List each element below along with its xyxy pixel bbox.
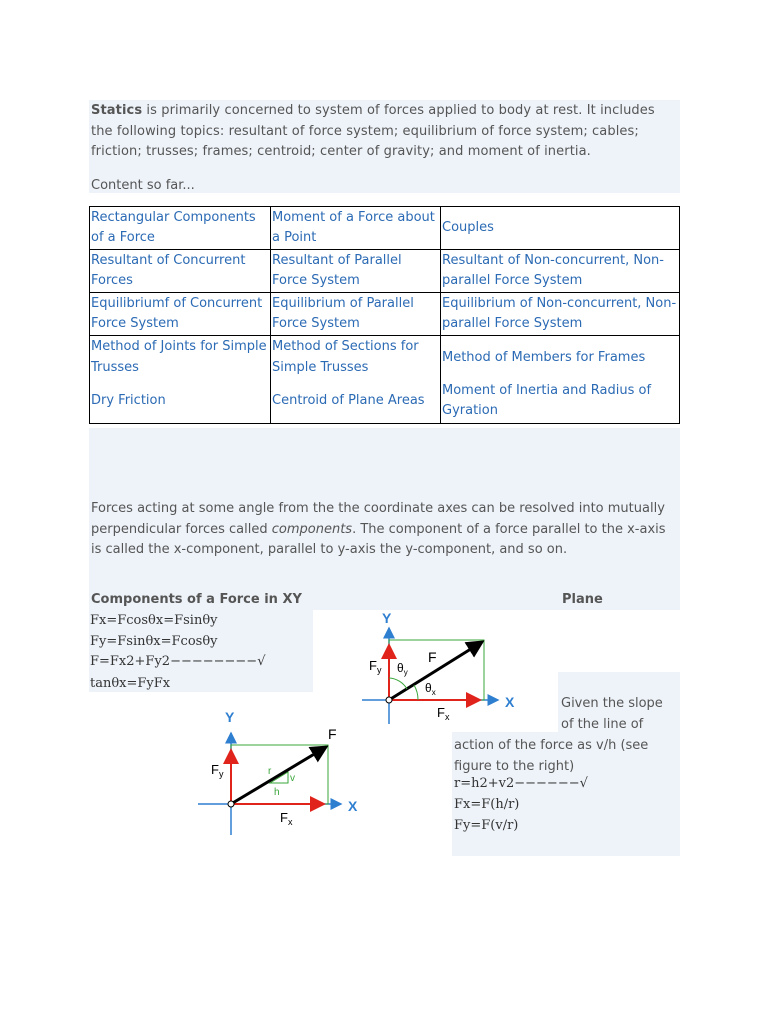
theta-y-label [397, 661, 408, 677]
y-axis-label: Y [382, 610, 392, 626]
fx-main: F [437, 705, 445, 720]
fy-main: F [369, 658, 377, 673]
forces-paragraph [91, 499, 679, 561]
forces-text-a: Forces acting at some angle from the the coordinate axes can be resolved into mutually perpendicular forces called [91, 501, 665, 537]
intro-text: is primarily concerned to system of forces applied to body at rest. It includes the following topics: resultant of force system; equilibrium of force system; cables; friction; trusses; frames; centroid; center of gravity; and moment of inertia. [91, 103, 655, 159]
fx-sub: x [444, 712, 450, 722]
slope-formula-fx: Fx=F(h/r) [454, 797, 520, 812]
plane-panel-lower [558, 672, 680, 692]
formula-fx: Fx=Fcosθx=Fsinθy [90, 613, 218, 628]
formula-f: F=Fx2+Fy2−−−−−−−−√ [90, 654, 266, 669]
slope-formula-r: r=h2+v2−−−−−−√ [454, 776, 588, 791]
topic-link[interactable]: Centroid of Plane Areas [271, 380, 441, 424]
fx-main: F [280, 810, 288, 825]
fx-label [280, 810, 293, 827]
topic-link[interactable]: Moment of a Force about a Point [271, 207, 441, 250]
origin-point [228, 801, 234, 807]
fy-main: F [211, 762, 219, 777]
r-label: r [268, 766, 272, 777]
theta-y-arc [389, 678, 407, 689]
x-axis-label: X [505, 694, 515, 710]
slope-text-b: action of the force as v/h (see figure to the right) [454, 738, 649, 774]
content-so-far: Content so far... [91, 178, 195, 193]
topics-table [89, 206, 680, 424]
forces-emphasis: components [271, 521, 353, 537]
theta-x-sub: x [431, 688, 436, 697]
fy-label [369, 658, 382, 675]
topic-link[interactable]: Equilibrium of Non-concurrent, Non-parallel Force System [441, 293, 680, 336]
theta-x-arc [414, 685, 418, 700]
topic-link[interactable]: Method of Sections for Simple Trusses [271, 336, 441, 380]
plane-title: Plane [562, 592, 603, 607]
slope-text-a: Given the slope of the line of [561, 696, 663, 732]
fx-label [437, 705, 450, 722]
topic-link[interactable]: Moment of Inertia and Radius of Gyration [441, 380, 680, 424]
formula-tan: tanθx=FyFx [90, 676, 171, 691]
fy-label [211, 762, 224, 779]
slope-formula-fy: Fy=F(v/r) [454, 818, 519, 833]
x-axis-label: X [348, 798, 358, 814]
topic-link[interactable]: Resultant of Non-concurrent, Non-parallel Force System [441, 250, 680, 293]
fy-sub: y [376, 665, 382, 675]
topic-link[interactable]: Equilibriumf of Concurrent Force System [90, 293, 271, 336]
topic-link[interactable]: Couples [441, 207, 680, 250]
topic-link[interactable]: Equilibrium of Parallel Force System [271, 293, 441, 336]
theta-x-main: θ [425, 681, 432, 695]
v-label: v [290, 773, 295, 784]
topic-link[interactable]: Resultant of Concurrent Forces [90, 250, 271, 293]
topic-link[interactable]: Rectangular Components of a Force [90, 207, 271, 250]
fx-sub: x [287, 817, 293, 827]
origin-point [386, 697, 392, 703]
force-components-diagram [350, 600, 530, 730]
force-label: F [428, 649, 437, 665]
topic-link[interactable]: Method of Joints for Simple Trusses [90, 336, 271, 380]
intro-bold: Statics [91, 103, 143, 118]
topic-link[interactable]: Method of Members for Frames [441, 336, 680, 380]
theta-y-main: θ [397, 661, 404, 675]
y-axis-label: Y [225, 709, 235, 725]
forces-text-b: . The component of a force parallel to the x-axis is called the x-component, parallel to y-axis the y-component, and so on. [91, 521, 666, 557]
topic-link[interactable]: Dry Friction [90, 380, 271, 424]
topic-link[interactable]: Resultant of Parallel Force System [271, 250, 441, 293]
theta-y-sub: y [403, 668, 408, 677]
intro-paragraph [91, 101, 679, 163]
h-label: h [274, 787, 280, 798]
fy-sub: y [218, 769, 224, 779]
force-label: F [328, 726, 337, 742]
formula-fy: Fy=Fsinθx=Fcosθy [90, 634, 218, 649]
components-title: Components of a Force in XY [91, 592, 302, 607]
theta-x-label [425, 681, 436, 697]
force-slope-diagram [195, 705, 370, 840]
